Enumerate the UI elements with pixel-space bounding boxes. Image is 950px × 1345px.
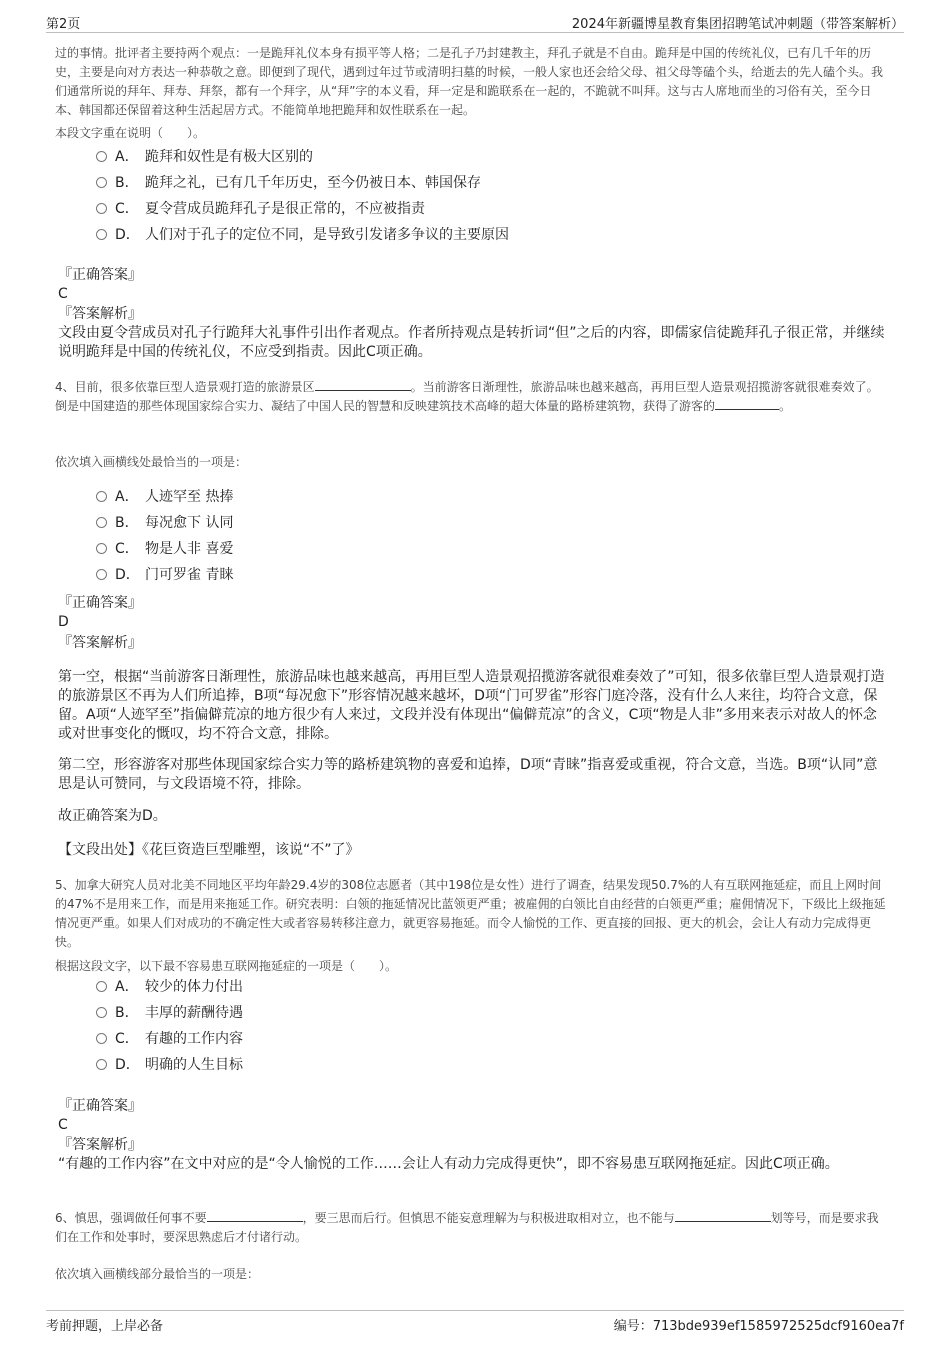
q4-option-c[interactable]: C． 物是人非 喜爱: [96, 539, 233, 559]
footer-slogan: 考前押题，上岸必备: [46, 1319, 164, 1334]
q5-analysis-label: 『答案解析』: [58, 1137, 142, 1153]
q4-option-a[interactable]: A． 人迹罕至 热捧: [96, 487, 233, 507]
radio-icon[interactable]: [96, 151, 107, 162]
q4-prompt: 依次填入画横线处最恰当的一项是：: [55, 455, 248, 469]
radio-icon[interactable]: [96, 1033, 107, 1044]
q5-option-a[interactable]: A． 较少的体力付出: [96, 977, 243, 997]
q4-analysis-p2: 第二空，形容游客对那些体现国家综合实力等的路桥建筑物的喜爱和追捧，D项“青睐”指喜爱或重视，符合文意，当选。B项“认同”意思是认可赞同，与文段语境不符，排除。: [58, 757, 878, 792]
page-number: 第2页: [46, 17, 81, 32]
radio-icon[interactable]: [96, 569, 107, 580]
q3-answer-label: 『正确答案』: [58, 267, 142, 283]
q4-analysis-p3: 故正确答案为D。: [58, 808, 167, 824]
radio-icon[interactable]: [96, 177, 107, 188]
radio-icon[interactable]: [96, 543, 107, 554]
q4-analysis-label: 『答案解析』: [58, 635, 142, 651]
q5-option-d[interactable]: D． 明确的人生目标: [96, 1055, 243, 1075]
q4-option-d[interactable]: D． 门可罗雀 青睐: [96, 565, 233, 585]
document-id: 编号：713bde939ef1585972525dcf9160ea7f: [613, 1319, 904, 1334]
page-footer: [46, 1310, 904, 1337]
radio-icon[interactable]: [96, 491, 107, 502]
q6-question: 6、慎思，强调做任何事不要 ，要三思而后行。但慎思不能妄意理解为与积极进取相对立，也不能与 划等号，而是要求我们在工作和处事时，要深思熟虑后才付诸行动。: [55, 1211, 879, 1244]
q4-answer-label: 『正确答案』: [58, 595, 142, 611]
q3-prompt: 本段文字重在说明（ ）。: [55, 126, 206, 140]
q3-analysis: 文段由夏令营成员对孔子行跪拜大礼事件引出作者观点。作者所持观点是转折词“但”之后的内容，即儒家信徒跪拜孔子很正常，并继续说明跪拜是中国的传统礼仪，不应受到指责。因此C项正确。: [58, 325, 885, 360]
q6-blank-2: [675, 1209, 771, 1222]
q3-answer: C: [58, 286, 68, 302]
q5-option-c[interactable]: C． 有趣的工作内容: [96, 1029, 243, 1049]
q5-option-b[interactable]: B． 丰厚的薪酬待遇: [96, 1003, 243, 1023]
q6-prompt: 依次填入画横线部分最恰当的一项是：: [55, 1267, 260, 1281]
radio-icon[interactable]: [96, 203, 107, 214]
q3-analysis-label: 『答案解析』: [58, 306, 142, 322]
radio-icon[interactable]: [96, 1059, 107, 1070]
q4-blank-1: [315, 378, 411, 391]
radio-icon[interactable]: [96, 229, 107, 240]
q4-question: 4、目前，很多依靠巨型人造景观打造的旅游景区 。当前游客日渐理性，旅游品味也越来越高，再用巨型人造景观招揽游客就很难奏效了。倒是中国建造的那些体现国家综合实力、凝结了中国人民的智慧和反映建筑技术高峰的超大体量的路桥建筑物，获得了游客的 。: [55, 380, 879, 413]
q4-answer: D: [58, 614, 69, 630]
q4-analysis-p1: 第一空，根据“当前游客日渐理性，旅游品味也越来越高，再用巨型人造景观招揽游客就很难奏效了”可知，很多依靠巨型人造景观打造的旅游景区不再为人们所追捧，B项“每况愈下”形容情况越来越坏，D项“门可罗雀”形容门庭冷落，没有什么人来往，均符合文意，保留。A项“人迹罕至”指偏僻荒凉的地方很少有人来过，文段并没有体现出“偏僻荒凉”的含义，C项“物是人非”多用来表示对故人的怀念或对世事变化的慨叹，均不符合文意，排除。: [58, 669, 885, 742]
q5-answer: C: [58, 1117, 68, 1133]
q3-option-c[interactable]: C． 夏令营成员跪拜孔子是很正常的，不应被指责: [96, 199, 425, 219]
q5-passage: 5、加拿大研究人员对北美不同地区平均年龄29.4岁的308位志愿者（其中198位是女性）进行了调查，结果发现50.7%的人有互联网拖延症，而且上网时间的47%不是用来工作，而是用来拖延工作。研究表明：白领的拖延情况比蓝领更严重；被雇佣的白领比自由经营的白领更严重；雇佣情况下，下级比上级拖延情况更严重。如果人们对成功的不确定性大或者容易转移注意力，就更容易拖延。而令人愉悦的工作、更直接的回报、更大的机会，会让人有动力完成得更快。: [55, 878, 886, 949]
q6-blank-1: [207, 1209, 303, 1222]
q3-option-d[interactable]: D． 人们对于孔子的定位不同，是导致引发诸多争议的主要原因: [96, 225, 509, 245]
document-title: 2024年新疆博星教育集团招聘笔试冲刺题（带答案解析）: [571, 17, 904, 32]
q5-analysis: “有趣的工作内容”在文中对应的是“令人愉悦的工作……会让人有动力完成得更快”，即不容易患互联网拖延症。因此C项正确。: [58, 1156, 839, 1172]
radio-icon[interactable]: [96, 517, 107, 528]
q3-option-b[interactable]: B． 跪拜之礼，已有几千年历史，至今仍被日本、韩国保存: [96, 173, 481, 193]
q3-option-a[interactable]: A． 跪拜和奴性是有极大区别的: [96, 147, 313, 167]
q3-passage: 过的事情。批评者主要持两个观点：一是跪拜礼仪本身有损平等人格；二是孔子乃封建教主，拜孔子就是不自由。跪拜是中国的传统礼仪，已有几千年的历史，主要是向对方表达一种恭敬之意。即便到了现代，遇到过年过节或清明扫墓的时候，一般人家也还会给父母、祖父母等磕个头，给逝去的先人磕个头。我们通常所说的拜年、拜寿、拜祭，都有一个拜字，从“拜”字的本义看，拜一定是和跪联系在一起的，不跪就不叫拜。这与古人席地而坐的习俗有关，至今日本、韩国都还保留着这种生活起居方式。不能简单地把跪拜和奴性联系在一起。: [55, 46, 884, 117]
radio-icon[interactable]: [96, 1007, 107, 1018]
q4-source: 【文段出处】《花巨资造巨型雕塑，该说“不”了》: [58, 842, 360, 858]
q4-option-b[interactable]: B． 每况愈下 认同: [96, 513, 233, 533]
q5-prompt: 根据这段文字，以下最不容易患互联网拖延症的一项是（ ）。: [55, 959, 398, 973]
radio-icon[interactable]: [96, 981, 107, 992]
q4-blank-2: [715, 397, 779, 410]
q5-answer-label: 『正确答案』: [58, 1098, 142, 1114]
page-header: [46, 10, 904, 33]
